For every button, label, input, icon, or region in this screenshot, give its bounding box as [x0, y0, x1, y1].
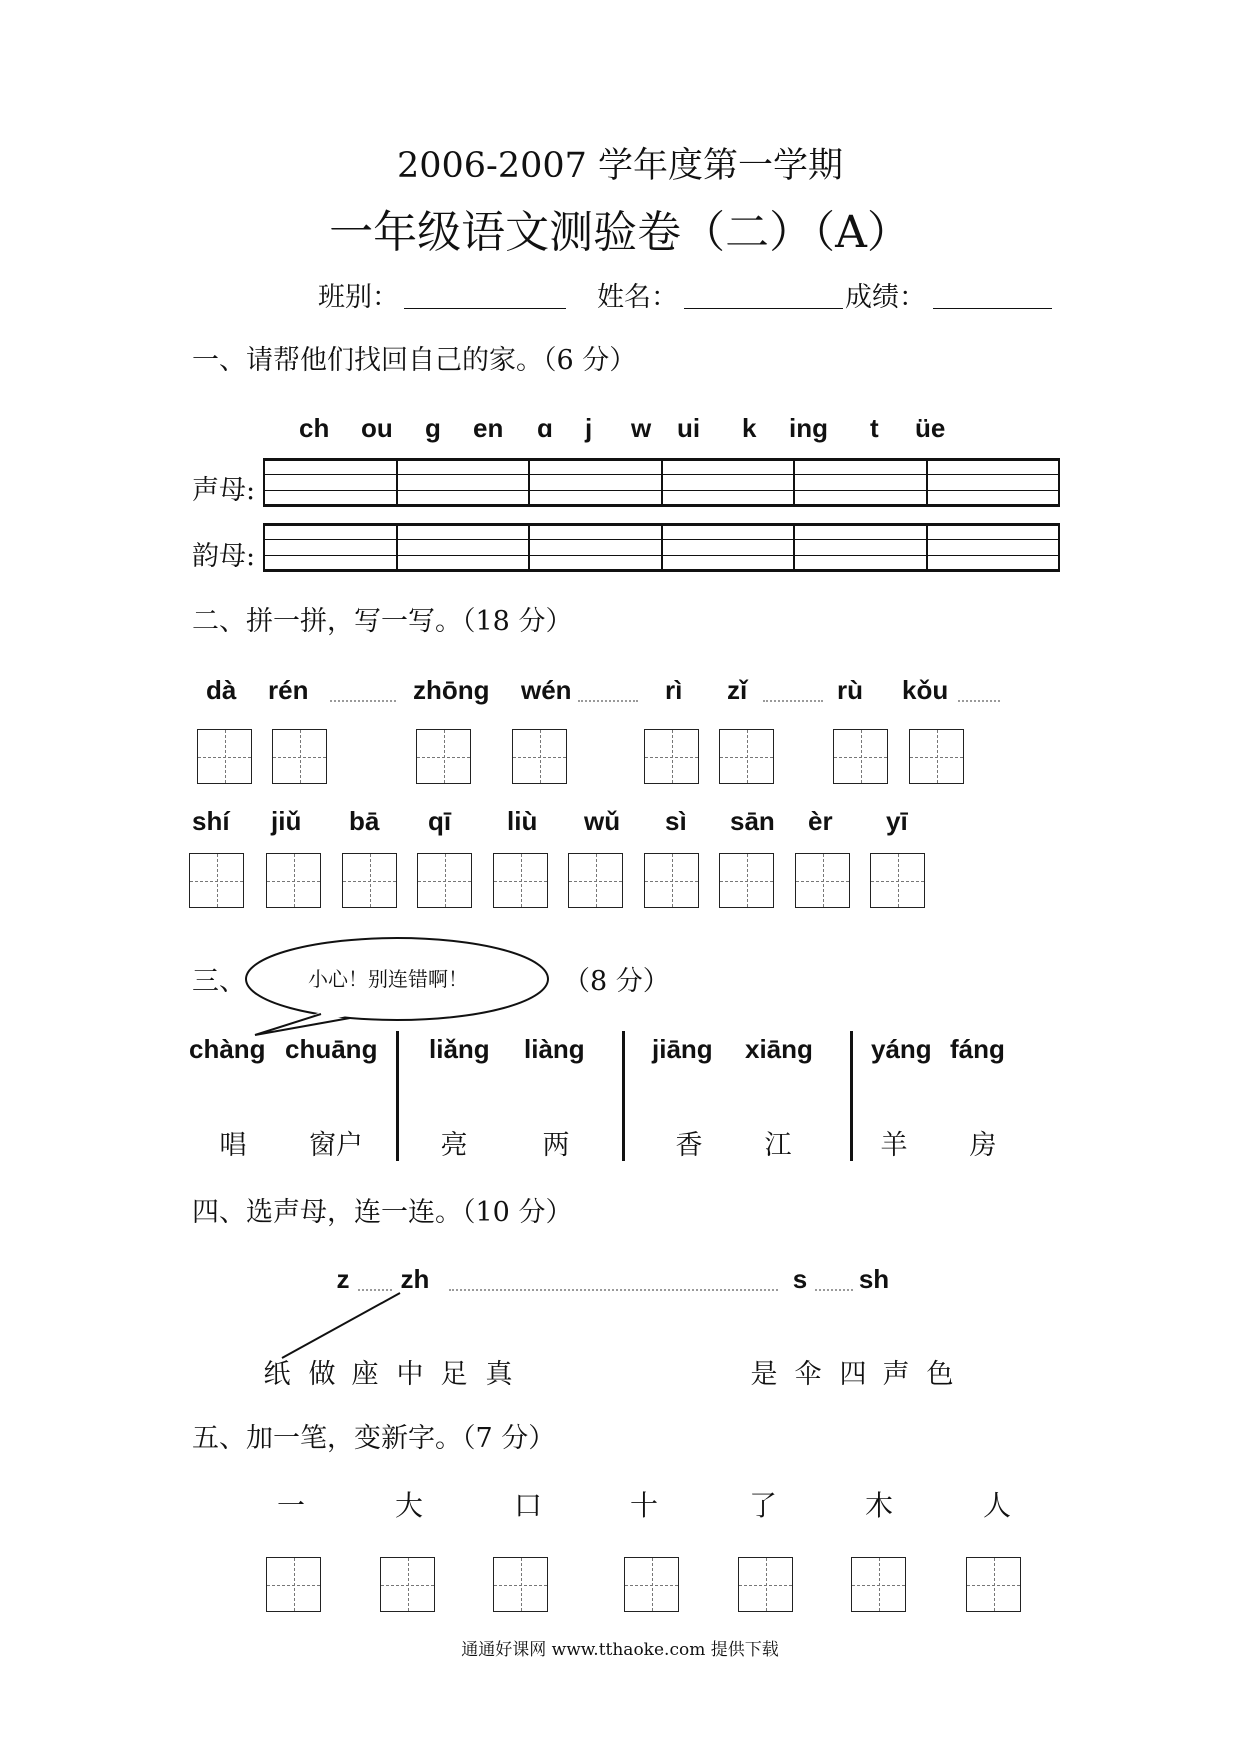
char-option: 江 [764, 1130, 792, 1161]
grid-cell [795, 526, 928, 569]
dot-leader [449, 1289, 778, 1291]
char-option: 声 [882, 1359, 910, 1390]
pinyin-option: liǎng [429, 1034, 490, 1064]
writing-box [342, 853, 397, 908]
base-char: 十 [629, 1489, 659, 1522]
grid-cell [265, 461, 398, 504]
pinyin-item: en [473, 413, 504, 443]
writing-box [851, 1557, 906, 1612]
pinyin-item: ɑ [537, 413, 553, 443]
grid-cell [530, 526, 663, 569]
dot-leader [815, 1289, 853, 1291]
writing-box [870, 853, 925, 908]
exam-title: 一年级语文测验卷（二）（A） [329, 207, 911, 258]
grid-guide-line [265, 490, 1058, 491]
pinyin-item: ou [361, 413, 393, 443]
writing-box [644, 853, 699, 908]
pinyin-word: zǐ [727, 675, 748, 705]
grid-guide-line [265, 555, 1058, 556]
name-blank [684, 308, 843, 309]
writing-box [909, 729, 964, 784]
char-option: 唱 [219, 1130, 247, 1161]
score-label: 成绩： [845, 282, 926, 313]
grid-guide-line [265, 539, 1058, 540]
pinyin-number: yī [886, 806, 908, 836]
bubble-text: 小心！别连错啊！ [308, 967, 468, 991]
group-divider [850, 1031, 853, 1161]
dot-leader [578, 700, 638, 702]
writing-box [644, 729, 699, 784]
char-option: 两 [542, 1130, 570, 1161]
writing-box [416, 729, 471, 784]
footer-credit: 通通好课网 www.tthaoke.com 提供下载 [461, 1640, 779, 1660]
pinyin-item: t [870, 413, 879, 443]
base-char: 了 [748, 1489, 778, 1522]
group-divider [622, 1031, 625, 1161]
class-blank [404, 308, 566, 309]
writing-box [197, 729, 252, 784]
grid-cell [928, 526, 1059, 569]
char-option: 做 [308, 1359, 336, 1390]
pinyin-item: g [425, 413, 441, 443]
char-option: 是 [750, 1359, 778, 1390]
dot-leader [330, 700, 396, 702]
initials-grid [263, 458, 1060, 507]
q4-heading: 四、选声母，连一连。（10 分） [192, 1197, 573, 1228]
initial-option: sh [858, 1264, 890, 1294]
pinyin-number: èr [808, 806, 833, 836]
q3-score: （8 分） [563, 966, 670, 997]
pinyin-item: k [742, 413, 757, 443]
base-char: 木 [864, 1489, 894, 1522]
writing-box [966, 1557, 1021, 1612]
pinyin-option: yáng [871, 1034, 932, 1064]
pinyin-option: jiāng [652, 1034, 713, 1064]
pinyin-item: ch [299, 413, 330, 443]
example-connect-line [270, 1285, 410, 1365]
writing-box [189, 853, 244, 908]
pinyin-word: rì [665, 675, 683, 705]
writing-box [719, 853, 774, 908]
finals-label: 韵母: [192, 541, 256, 572]
writing-box [512, 729, 567, 784]
char-option: 窗户 [309, 1130, 363, 1161]
writing-box [719, 729, 774, 784]
char-option: 真 [485, 1359, 513, 1390]
pinyin-word: rù [837, 675, 863, 705]
char-option: 纸 [263, 1359, 291, 1390]
char-option: 色 [926, 1359, 954, 1390]
writing-box [266, 1557, 321, 1612]
pinyin-number: wǔ [584, 806, 621, 836]
q2-heading: 二、拼一拼，写一写。（18 分） [192, 606, 573, 637]
q3-number: 三、 [192, 966, 246, 997]
pinyin-word: rén [268, 675, 309, 705]
pinyin-word: wén [521, 675, 572, 705]
grid-cell [795, 461, 928, 504]
pinyin-option: fáng [950, 1034, 1005, 1064]
grid-cell [663, 526, 796, 569]
char-option: 亮 [440, 1130, 468, 1161]
writing-box [272, 729, 327, 784]
grid-cell [928, 461, 1059, 504]
writing-box [266, 853, 321, 908]
pinyin-word: kǒu [902, 675, 949, 705]
initial-option: s [792, 1264, 808, 1294]
score-blank [933, 308, 1052, 309]
grid-cell [663, 461, 796, 504]
grid-cell [265, 526, 398, 569]
char-option: 羊 [880, 1130, 908, 1161]
pinyin-item: w [631, 413, 652, 443]
writing-box [795, 853, 850, 908]
writing-box [833, 729, 888, 784]
char-option: 足 [440, 1359, 468, 1390]
pinyin-number: sān [730, 806, 775, 836]
pinyin-item: üe [915, 413, 946, 443]
q5-heading: 五、加一笔，变新字。（7 分） [192, 1423, 556, 1454]
pinyin-item: ui [677, 413, 701, 443]
grid-guide-line [265, 474, 1058, 475]
base-char: 大 [394, 1489, 424, 1522]
writing-box [493, 1557, 548, 1612]
term-line: 2006-2007 学年度第一学期 [396, 146, 844, 186]
group-divider [396, 1031, 399, 1161]
writing-box [493, 853, 548, 908]
pinyin-word: dà [206, 675, 237, 705]
char-option: 座 [351, 1359, 379, 1390]
writing-box [568, 853, 623, 908]
char-option: 房 [969, 1130, 997, 1161]
initial-option: z [336, 1264, 350, 1294]
char-option: 伞 [794, 1359, 822, 1390]
pinyin-number: qī [428, 806, 452, 836]
pinyin-number: bā [349, 806, 380, 836]
finals-grid [263, 523, 1060, 572]
grid-cell [530, 461, 663, 504]
base-char: 一 [276, 1489, 306, 1522]
base-char: 口 [513, 1489, 543, 1522]
pinyin-word: zhōng [413, 675, 490, 705]
class-label: 班别： [318, 282, 399, 313]
writing-box [738, 1557, 793, 1612]
initials-label: 声母: [192, 475, 256, 506]
writing-box [380, 1557, 435, 1612]
pinyin-option: liàng [524, 1034, 585, 1064]
initial-option: zh [400, 1264, 430, 1294]
pinyin-number: shí [192, 806, 230, 836]
pinyin-option: chàng [189, 1034, 266, 1064]
pinyin-option: chuāng [285, 1034, 378, 1064]
q1-heading: 一、请帮他们找回自己的家。（6 分） [192, 345, 637, 376]
pinyin-number: liù [507, 806, 538, 836]
pinyin-number: sì [665, 806, 687, 836]
dot-leader [763, 700, 823, 702]
pinyin-item: j [585, 413, 593, 443]
writing-box [417, 853, 472, 908]
base-char: 人 [982, 1489, 1012, 1522]
grid-cell [398, 461, 531, 504]
pinyin-number: jiǔ [271, 806, 302, 836]
name-label: 姓名： [597, 282, 678, 313]
writing-box [624, 1557, 679, 1612]
char-option: 中 [396, 1359, 424, 1390]
char-option: 香 [675, 1130, 703, 1161]
pinyin-option: xiāng [745, 1034, 813, 1064]
grid-cell [398, 526, 531, 569]
pinyin-item: ing [789, 413, 828, 443]
char-option: 四 [839, 1359, 867, 1390]
dot-leader [958, 700, 1000, 702]
